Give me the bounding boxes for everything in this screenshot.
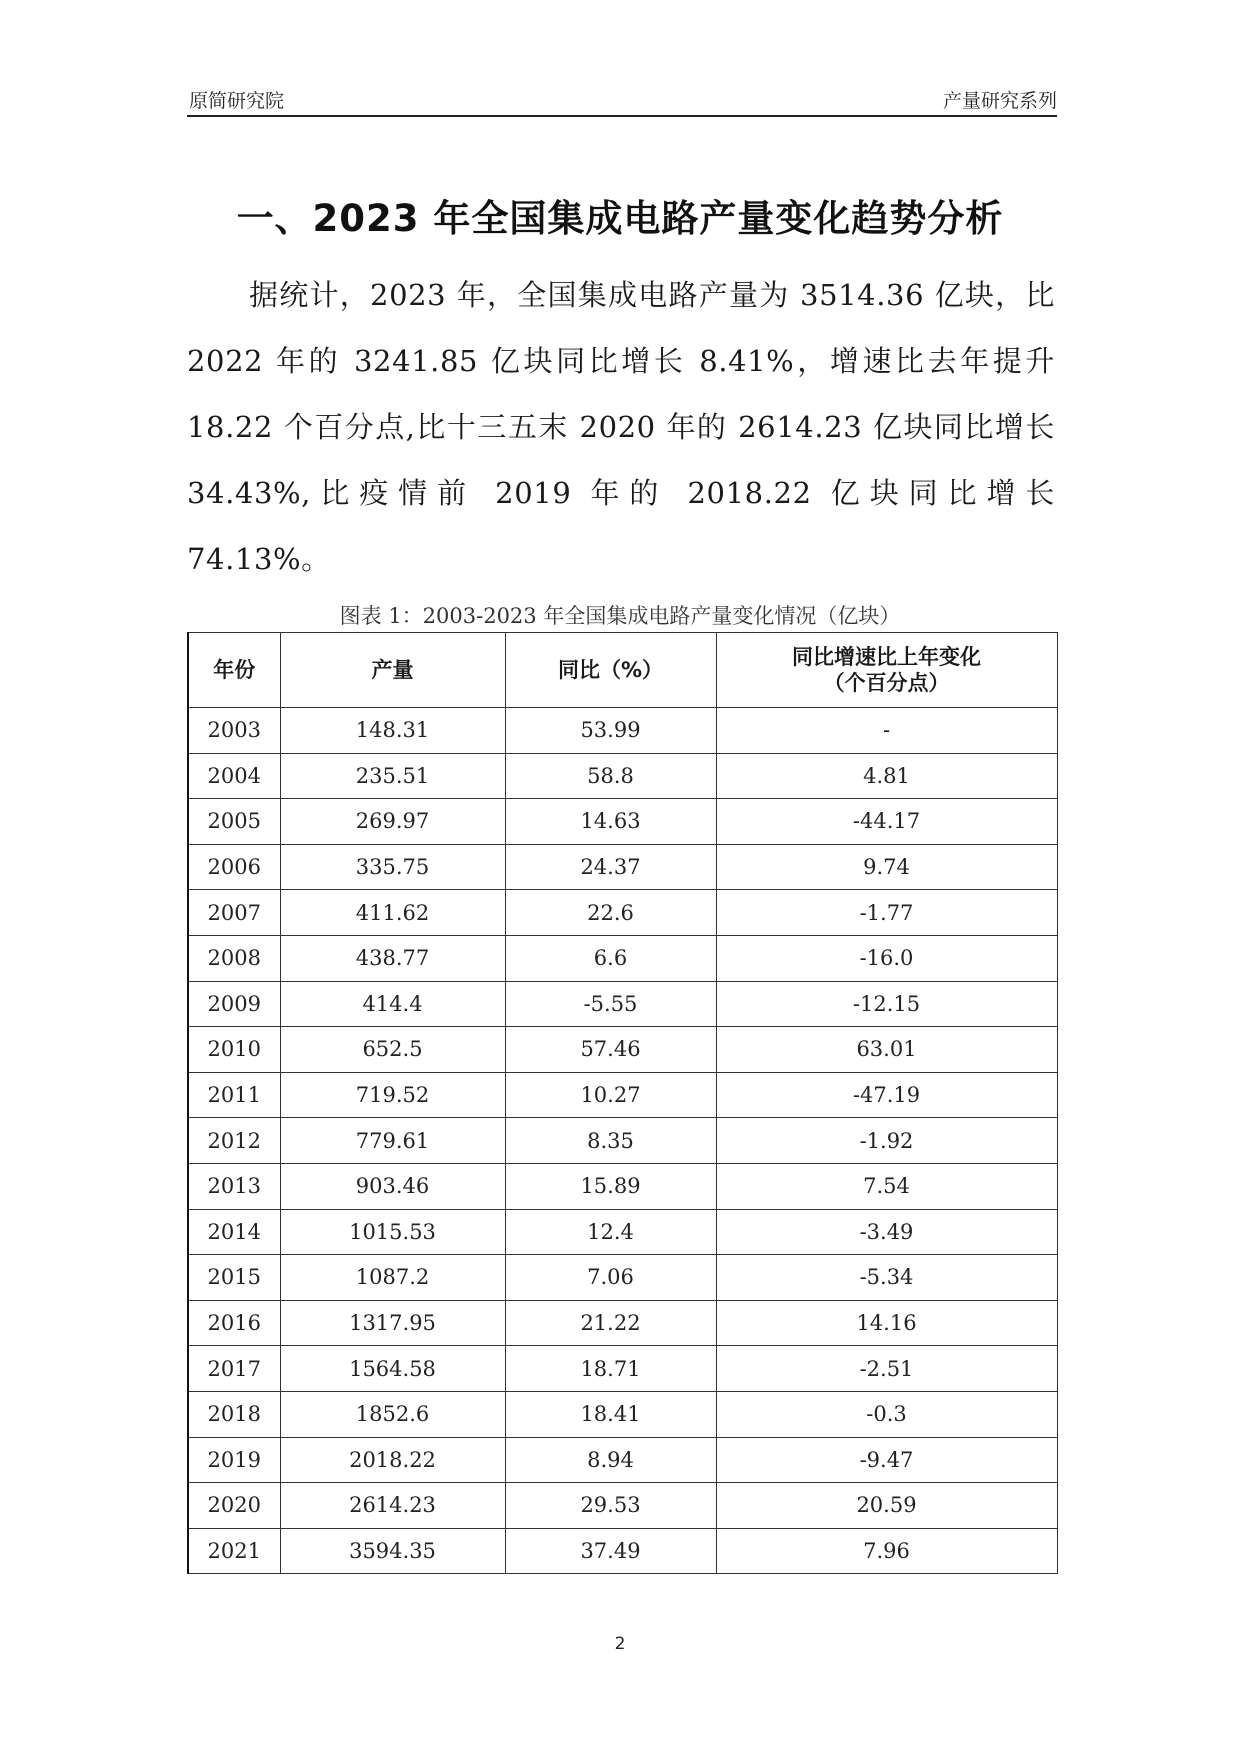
table-row: [188, 1528, 1057, 1574]
table-header-row: [188, 633, 1057, 708]
cell-yoy-change: -16.0: [716, 935, 1057, 981]
cell-yoy-change: 14.16: [716, 1300, 1057, 1346]
cell-year: 2014: [188, 1209, 280, 1255]
cell-year: 2013: [188, 1163, 280, 1209]
cell-yoy: 8.94: [505, 1437, 716, 1483]
cell-yoy-change: 9.74: [716, 844, 1057, 890]
cell-year: 2015: [188, 1255, 280, 1301]
cell-yoy: 18.41: [505, 1391, 716, 1437]
cell-yoy: 37.49: [505, 1528, 716, 1574]
cell-yoy: 6.6: [505, 935, 716, 981]
header-org-name: 原简研究院: [189, 90, 285, 112]
cell-yoy-change: -3.49: [716, 1209, 1057, 1255]
cell-year: 2008: [188, 935, 280, 981]
cell-yoy-change: 63.01: [716, 1027, 1057, 1073]
cell-year: 2012: [188, 1118, 280, 1164]
cell-yoy-change: -47.19: [716, 1072, 1057, 1118]
cell-year: 2017: [188, 1346, 280, 1392]
table-row: [188, 1163, 1057, 1209]
cell-yoy: 21.22: [505, 1300, 716, 1346]
table-row: [188, 890, 1057, 936]
cell-yoy-change: -: [716, 708, 1057, 754]
cell-output: 1564.58: [280, 1346, 505, 1392]
cell-output: 1317.95: [280, 1300, 505, 1346]
cell-yoy-change: -12.15: [716, 981, 1057, 1027]
cell-output: 903.46: [280, 1163, 505, 1209]
cell-year: 2011: [188, 1072, 280, 1118]
cell-yoy-change: -2.51: [716, 1346, 1057, 1392]
table-row: [188, 1300, 1057, 1346]
cell-output: 335.75: [280, 844, 505, 890]
cell-yoy: 14.63: [505, 799, 716, 845]
cell-output: 1087.2: [280, 1255, 505, 1301]
cell-yoy-change: 4.81: [716, 753, 1057, 799]
cell-year: 2003: [188, 708, 280, 754]
table-row: [188, 1255, 1057, 1301]
cell-yoy-change: -5.34: [716, 1255, 1057, 1301]
table-row: [188, 799, 1057, 845]
cell-output: 2018.22: [280, 1437, 505, 1483]
cell-yoy: 18.71: [505, 1346, 716, 1392]
table-row: [188, 1437, 1057, 1483]
cell-yoy-change: -44.17: [716, 799, 1057, 845]
cell-yoy: -5.55: [505, 981, 716, 1027]
cell-output: 438.77: [280, 935, 505, 981]
cell-year: 2016: [188, 1300, 280, 1346]
cell-yoy-change: 7.54: [716, 1163, 1057, 1209]
cell-yoy: 12.4: [505, 1209, 716, 1255]
cell-output: 414.4: [280, 981, 505, 1027]
cell-yoy-change: -1.77: [716, 890, 1057, 936]
table-row: [188, 981, 1057, 1027]
cell-yoy: 22.6: [505, 890, 716, 936]
cell-output: 1852.6: [280, 1391, 505, 1437]
cell-yoy: 15.89: [505, 1163, 716, 1209]
cell-yoy: 29.53: [505, 1483, 716, 1529]
header-series-name: 产量研究系列: [942, 90, 1057, 112]
cell-yoy: 57.46: [505, 1027, 716, 1073]
cell-output: 1015.53: [280, 1209, 505, 1255]
cell-output: 411.62: [280, 890, 505, 936]
production-table: [187, 632, 1058, 1574]
table-row: [188, 1391, 1057, 1437]
table-row: [188, 1072, 1057, 1118]
cell-output: 652.5: [280, 1027, 505, 1073]
cell-yoy-change: -1.92: [716, 1118, 1057, 1164]
cell-year: 2007: [188, 890, 280, 936]
header-yoy-change-line1: 同比增速比上年变化: [792, 645, 981, 669]
cell-output: 3594.35: [280, 1528, 505, 1574]
cell-yoy-change: 20.59: [716, 1483, 1057, 1529]
cell-yoy-change: 7.96: [716, 1528, 1057, 1574]
cell-year: 2006: [188, 844, 280, 890]
cell-yoy: 58.8: [505, 753, 716, 799]
table-row: [188, 1346, 1057, 1392]
table-row: [188, 1209, 1057, 1255]
page-number: 2: [614, 1634, 626, 1654]
cell-yoy: 10.27: [505, 1072, 716, 1118]
table-row: [188, 935, 1057, 981]
cell-year: 2018: [188, 1391, 280, 1437]
table-row: [188, 753, 1057, 799]
cell-yoy-change: -9.47: [716, 1437, 1057, 1483]
table-body: [188, 708, 1057, 1574]
header-divider: [187, 115, 1057, 117]
cell-output: 269.97: [280, 799, 505, 845]
cell-yoy: 53.99: [505, 708, 716, 754]
cell-year: 2004: [188, 753, 280, 799]
cell-year: 2005: [188, 799, 280, 845]
header-yoy-change-line2: （个百分点）: [823, 671, 950, 695]
table-row: [188, 708, 1057, 754]
header-yoy: 同比（%）: [505, 633, 716, 708]
header-yoy-change: [716, 633, 1057, 708]
table-row: [188, 1483, 1057, 1529]
cell-output: 235.51: [280, 753, 505, 799]
cell-year: 2019: [188, 1437, 280, 1483]
cell-year: 2020: [188, 1483, 280, 1529]
cell-year: 2021: [188, 1528, 280, 1574]
cell-yoy: 8.35: [505, 1118, 716, 1164]
cell-output: 148.31: [280, 708, 505, 754]
cell-output: 2614.23: [280, 1483, 505, 1529]
table-row: [188, 844, 1057, 890]
table-row: [188, 1118, 1057, 1164]
table-caption: 图表 1：2003-2023 年全国集成电路产量变化情况（亿块）: [339, 604, 901, 628]
cell-output: 779.61: [280, 1118, 505, 1164]
cell-yoy-change: -0.3: [716, 1391, 1057, 1437]
cell-year: 2010: [188, 1027, 280, 1073]
cell-yoy: 7.06: [505, 1255, 716, 1301]
body-paragraph: 据统计，2023 年，全国集成电路产量为 3514.36 亿块，比 2022 年的 3241.85 亿块同比增长 8.41%，增速比去年提升 18.22 个百分点,比十三五末 2020 年的 2614.23 亿块同比增长 34.43%,比疫情前 2019 年的 2018.22 亿块同比增长 74.13%。: [187, 278, 1055, 576]
header-output: 产量: [280, 633, 505, 708]
header-year: 年份: [188, 633, 280, 708]
cell-yoy: 24.37: [505, 844, 716, 890]
cell-output: 719.52: [280, 1072, 505, 1118]
section-title: 一、2023 年全国集成电路产量变化趋势分析: [236, 197, 1004, 240]
table-row: [188, 1027, 1057, 1073]
cell-year: 2009: [188, 981, 280, 1027]
